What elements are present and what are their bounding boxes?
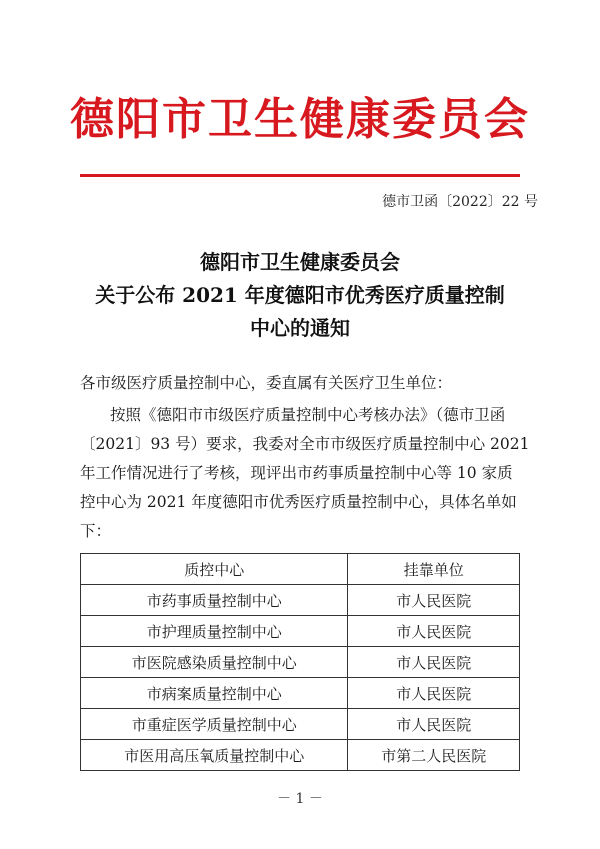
body-paragraph (80, 401, 530, 546)
cell-unit: 市人民医院 (348, 616, 520, 647)
table-row (81, 678, 520, 709)
cell-center: 市医用高压氧质量控制中心 (81, 740, 348, 771)
cell-center: 市护理质量控制中心 (81, 616, 348, 647)
page-number: － 1 － (277, 791, 323, 807)
column-header-center: 质控中心 (81, 554, 348, 585)
title-line-2: 关于公布 2021 年度德阳市优秀医疗质量控制 (95, 283, 505, 307)
table-header-row (81, 554, 520, 585)
table-row (81, 585, 520, 616)
document-title (60, 246, 540, 345)
cell-unit: 市第二人民医院 (348, 740, 520, 771)
table-row (81, 647, 520, 678)
cell-center: 市病案质量控制中心 (81, 678, 348, 709)
body-line: 下： (80, 522, 112, 540)
cell-unit: 市人民医院 (348, 678, 520, 709)
table-row (81, 740, 520, 771)
title-line-3: 中心的通知 (250, 316, 350, 340)
red-divider-line (80, 174, 520, 177)
cell-center: 市药事质量控制中心 (81, 585, 348, 616)
masthead-org-name: 德阳市卫生健康委员会 (70, 94, 530, 145)
cell-center: 市重症医学质量控制中心 (81, 709, 348, 740)
title-line-1: 德阳市卫生健康委员会 (200, 250, 400, 274)
cell-center: 市医院感染质量控制中心 (81, 647, 348, 678)
table-row (81, 709, 520, 740)
salutation: 各市级医疗质量控制中心，委直属有关医疗卫生单位： (80, 374, 453, 392)
cell-unit: 市人民医院 (348, 709, 520, 740)
table-row (81, 616, 520, 647)
document-number: 德市卫函〔2022〕22 号 (382, 194, 538, 210)
column-header-affiliated-unit: 挂靠单位 (348, 554, 520, 585)
cell-unit: 市人民医院 (348, 585, 520, 616)
quality-control-centers-table (80, 553, 520, 771)
body-line: 年工作情况进行了考核，现评出市药事质量控制中心等 10 家质 (80, 464, 513, 482)
body-line: 按照《德阳市市级医疗质量控制中心考核办法》（德市卫函 (110, 406, 506, 424)
cell-unit: 市人民医院 (348, 647, 520, 678)
body-line: 〔2021〕93 号）要求，我委对全市市级医疗质量控制中心 2021 (80, 435, 530, 453)
body-line: 控中心为 2021 年度德阳市优秀医疗质量控制中心，具体名单如 (80, 493, 517, 511)
